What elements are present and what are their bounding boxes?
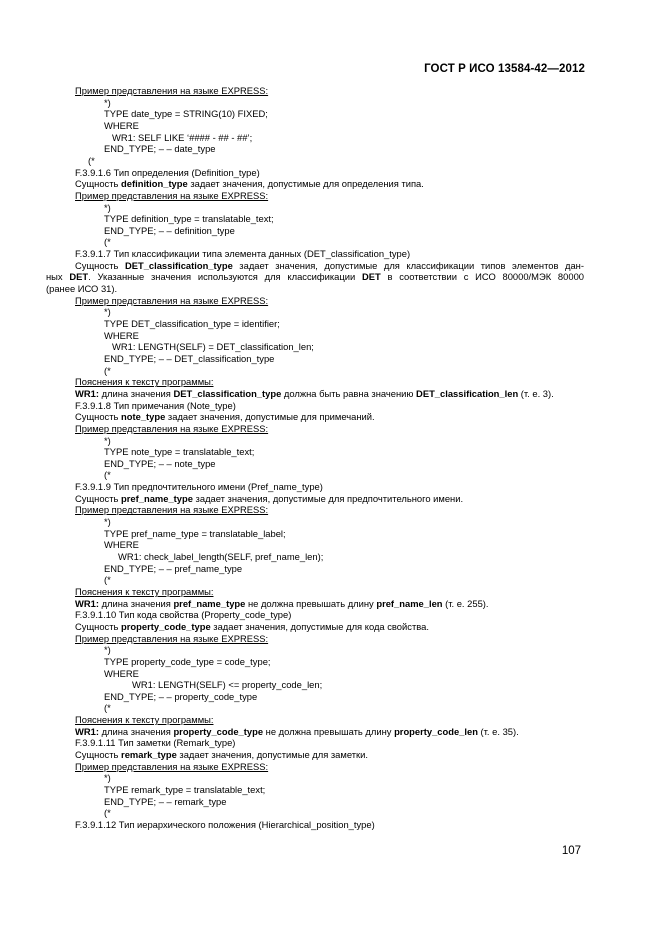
text-line	[75, 586, 213, 598]
text-span: TYPE definition_type = translatable_text;	[104, 213, 274, 225]
text-line	[104, 330, 139, 342]
text-span: F.3.9.1.11 Тип заметки (Remark_type)	[75, 737, 236, 749]
text-span: *)	[104, 434, 111, 446]
text-span: должна быть равна значению	[281, 387, 417, 399]
bold-term: definition_type	[121, 178, 188, 190]
text-line	[75, 248, 410, 260]
text-span: END_TYPE; – – DET_classification_type	[104, 352, 275, 364]
text-line	[75, 493, 463, 505]
text-line	[104, 108, 268, 120]
text-span: задает значения, допустимые для предпочтительного имени.	[192, 492, 464, 504]
text-line	[104, 202, 111, 214]
text-line	[75, 714, 213, 726]
text-line	[104, 691, 257, 703]
bold-term: pref_name_type	[173, 597, 246, 609]
bold-term: DET_classification_type	[173, 387, 282, 399]
text-span: длина значения	[98, 597, 174, 609]
underlined-heading: Пример представления на языке EXPRESS:	[75, 85, 269, 96]
text-span: F.3.9.1.10 Тип кода свойства (Property_code_type)	[75, 609, 292, 621]
text-span: не должна превышать длину	[245, 597, 377, 609]
text-span: (*	[104, 469, 111, 481]
text-line	[104, 213, 274, 225]
bold-term: WR1:	[75, 725, 99, 737]
text-line	[75, 819, 375, 831]
underlined-heading: Пример представления на языке EXPRESS:	[75, 422, 269, 434]
text-span: TYPE property_code_type = code_type;	[104, 655, 271, 667]
bold-term: DET_classification_type	[124, 259, 233, 271]
text-span: TYPE note_type = translatable_text;	[104, 446, 255, 458]
text-span: TYPE pref_name_type = translatable_label;	[104, 527, 286, 539]
text-line	[112, 132, 252, 144]
text-span: длина значения	[98, 387, 174, 399]
underlined-heading: Пояснения к тексту программы:	[75, 376, 214, 388]
bold-term: pref_name_len	[376, 597, 443, 609]
document-header: ГОСТ Р ИСО 13584-42—2012	[424, 63, 585, 75]
text-line	[104, 225, 235, 237]
text-line	[104, 574, 111, 586]
text-line	[75, 295, 268, 307]
text-line	[75, 633, 268, 645]
text-line	[46, 283, 117, 295]
text-line	[104, 772, 111, 784]
text-span: (*	[104, 236, 111, 248]
underlined-heading: Пример представления на языке EXPRESS:	[75, 294, 269, 306]
text-line	[75, 726, 519, 738]
text-line	[104, 306, 111, 318]
text-line	[75, 411, 375, 423]
bold-term: WR1:	[75, 597, 99, 609]
text-line	[75, 481, 323, 493]
text-line	[104, 97, 111, 109]
text-span: задает значения, допустимые для классификации типов элементов дан-	[232, 259, 584, 271]
text-span: F.3.9.1.7 Тип классификации типа элемента данных (DET_classification_type)	[75, 248, 411, 260]
text-span: Сущность	[75, 620, 122, 632]
text-span: END_TYPE; – – remark_type	[104, 795, 227, 807]
bold-term: property_code_len	[394, 725, 478, 737]
text-span: END_TYPE; – – pref_name_type	[104, 562, 243, 574]
text-span: ных	[46, 271, 70, 283]
text-span: Сущность	[75, 749, 122, 761]
bold-term: note_type	[121, 411, 166, 423]
text-span: *)	[104, 644, 111, 656]
text-span: WHERE	[104, 539, 139, 551]
text-span: длина значения	[98, 725, 174, 737]
text-span: WR1: LENGTH(SELF) = DET_classification_len;	[112, 341, 314, 353]
text-span: *)	[104, 772, 111, 784]
text-span: (*	[104, 807, 111, 819]
text-span: WHERE	[104, 329, 139, 341]
text-span: TYPE remark_type = translatable_text;	[104, 784, 266, 795]
text-line	[104, 469, 111, 481]
text-line	[75, 260, 584, 272]
text-line	[104, 458, 216, 470]
text-line	[75, 749, 368, 761]
underlined-heading: Пример представления на языке EXPRESS:	[75, 632, 269, 644]
text-line	[46, 271, 584, 283]
text-line	[104, 702, 111, 714]
text-line	[75, 178, 424, 190]
text-span: END_TYPE; – – definition_type	[104, 224, 235, 236]
text-line	[104, 656, 271, 668]
bold-term: DET	[361, 271, 381, 283]
text-line	[104, 143, 216, 155]
text-span: (т. е. 3).	[518, 387, 554, 399]
text-span: F.3.9.1.6 Тип определения (Definition_type)	[75, 166, 260, 178]
text-line	[118, 551, 323, 563]
text-span: TYPE date_type = STRING(10) FIXED;	[104, 108, 268, 120]
text-line	[104, 236, 111, 248]
text-span: не должна превышать длину	[263, 725, 395, 737]
text-line	[75, 504, 268, 516]
text-span: END_TYPE; – – note_type	[104, 457, 216, 469]
text-span: WR1: LENGTH(SELF) <= property_code_len;	[132, 679, 323, 691]
text-line	[88, 155, 95, 167]
bold-term: property_code_type	[173, 725, 264, 737]
bold-term: remark_type	[121, 749, 177, 761]
text-span: Сущность	[75, 492, 122, 504]
underlined-heading: Пример представления на языке EXPRESS:	[75, 760, 269, 772]
text-span: (т. е. 35).	[477, 725, 519, 737]
text-span: (*	[104, 364, 111, 376]
text-line	[104, 644, 111, 656]
text-span: WR1: check_label_length(SELF, pref_name_len);	[118, 551, 324, 562]
text-span: Сущность	[75, 178, 122, 190]
bold-term: pref_name_type	[121, 492, 193, 504]
text-line	[104, 784, 265, 796]
text-span: задает значения, допустимые для примечаний.	[165, 411, 375, 423]
text-span: *)	[104, 306, 111, 318]
text-line	[75, 737, 235, 749]
bold-term: DET	[69, 271, 89, 283]
text-line	[75, 621, 429, 633]
text-span: задает значения, допустимые для заметки.	[176, 749, 368, 761]
underlined-heading: Пояснения к тексту программы:	[75, 585, 214, 597]
text-span: *)	[104, 201, 111, 213]
text-line	[75, 761, 268, 773]
underlined-heading: Пример представления на языке EXPRESS:	[75, 189, 269, 201]
text-line	[75, 609, 291, 621]
page-number: 107	[561, 845, 581, 857]
text-span: *)	[104, 516, 111, 528]
text-line	[75, 423, 268, 435]
text-span: (*	[88, 154, 95, 166]
text-line	[75, 190, 268, 202]
text-span: TYPE DET_classification_type = identifier;	[104, 318, 280, 329]
text-line	[104, 318, 280, 330]
text-span: . Указанные значения используются для классификации	[88, 271, 362, 283]
text-span: задает значения, допустимые для определения типа.	[187, 178, 424, 190]
text-span: END_TYPE; – – property_code_type	[104, 690, 258, 702]
text-line	[75, 167, 260, 179]
text-line	[104, 796, 226, 808]
text-span: Сущность	[75, 259, 125, 271]
text-line	[104, 353, 274, 365]
text-line	[75, 598, 489, 610]
text-span: (т. е. 255).	[442, 597, 489, 609]
text-line	[132, 679, 322, 691]
text-span: Сущность	[75, 411, 122, 423]
text-span: WHERE	[104, 119, 139, 131]
text-line	[104, 365, 111, 377]
bold-term: property_code_type	[121, 620, 211, 632]
text-span: F.3.9.1.8 Тип примечания (Note_type)	[75, 399, 236, 411]
text-line	[75, 400, 236, 412]
text-line	[75, 85, 268, 97]
text-span: задает значения, допустимые для кода свойства.	[210, 620, 429, 632]
text-span: (*	[104, 702, 111, 714]
text-span: (ранее ИСО 31).	[46, 283, 118, 295]
text-line	[104, 516, 111, 528]
text-line	[104, 539, 139, 551]
text-line	[104, 668, 139, 680]
text-span: WHERE	[104, 667, 139, 679]
text-line	[75, 388, 554, 400]
underlined-heading: Пояснения к тексту программы:	[75, 714, 214, 726]
text-line	[104, 528, 286, 540]
text-line	[104, 807, 111, 819]
text-line	[112, 341, 314, 353]
text-span: F.3.9.1.9 Тип предпочтительного имени (Pref_name_type)	[75, 481, 323, 493]
text-span: в соответствии с ИСО 80000/МЭК 80000	[380, 271, 585, 283]
underlined-heading: Пример представления на языке EXPRESS:	[75, 504, 269, 516]
text-line	[104, 446, 254, 458]
text-line	[104, 435, 111, 447]
text-line	[75, 376, 213, 388]
text-line	[104, 120, 139, 132]
text-span: END_TYPE; – – date_type	[104, 143, 216, 155]
text-span: *)	[104, 96, 111, 108]
bold-term: WR1:	[75, 387, 99, 399]
text-span: F.3.9.1.12 Тип иерархического положения (Hierarchical_position_type)	[75, 818, 375, 830]
bold-term: DET_classification_len	[416, 387, 519, 399]
text-line	[104, 563, 242, 575]
text-span: WR1: SELF LIKE ‘#### - ## - ##’;	[112, 131, 253, 143]
text-span: (*	[104, 574, 111, 586]
